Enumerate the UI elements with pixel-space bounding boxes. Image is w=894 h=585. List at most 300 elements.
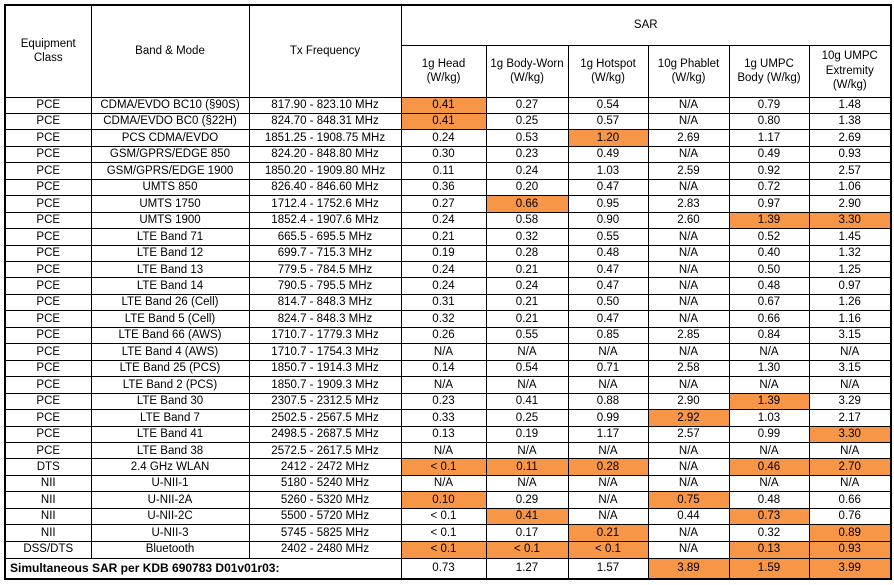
sar-10g-phablet-cell: 2.58 xyxy=(648,360,729,376)
sar-1g-umpc-body-cell: 0.52 xyxy=(729,229,809,245)
tx-frequency-cell: 824.7 - 848.3 MHz xyxy=(249,311,401,327)
equipment-class-cell: DSS/DTS xyxy=(5,541,91,558)
sar-1g-body-worn-cell: 0.58 xyxy=(486,212,568,228)
tx-frequency-cell: 2402 - 2480 MHz xyxy=(249,541,401,558)
band-mode-cell: LTE Band 7 xyxy=(91,410,249,426)
band-mode-cell: LTE Band 25 (PCS) xyxy=(91,360,249,376)
table-row xyxy=(5,294,891,310)
table-row xyxy=(5,508,891,524)
tx-frequency-cell: 1710.7 - 1754.3 MHz xyxy=(249,344,401,360)
equipment-class-cell: PCE xyxy=(5,163,91,179)
equipment-class-cell: NII xyxy=(5,475,91,491)
sar-1g-hotspot-cell: 0.47 xyxy=(568,278,648,294)
band-mode-cell: LTE Band 71 xyxy=(91,229,249,245)
equipment-class-cell: NII xyxy=(5,508,91,524)
equipment-class-cell: PCE xyxy=(5,245,91,261)
sar-1g-umpc-body-cell: 0.40 xyxy=(729,245,809,261)
footer-value-cell: 1.59 xyxy=(729,558,809,579)
table-row xyxy=(5,327,891,343)
band-mode-cell: LTE Band 66 (AWS) xyxy=(91,327,249,343)
sar-10g-umpc-extremity-cell: 0.66 xyxy=(809,492,891,508)
tx-frequency-cell: 5500 - 5720 MHz xyxy=(249,508,401,524)
band-mode-cell: LTE Band 41 xyxy=(91,426,249,442)
sar-10g-phablet-cell: 2.57 xyxy=(648,426,729,442)
band-mode-cell: GSM/GPRS/EDGE 1900 xyxy=(91,163,249,179)
sar-1g-body-worn-cell: 0.41 xyxy=(486,508,568,524)
tx-frequency-cell: 826.40 - 846.60 MHz xyxy=(249,179,401,195)
equipment-class-cell: DTS xyxy=(5,459,91,475)
sar-1g-head-cell: 0.19 xyxy=(401,245,486,261)
sar-1g-hotspot-cell: 1.03 xyxy=(568,163,648,179)
sar-1g-head-cell: 0.11 xyxy=(401,163,486,179)
sar-10g-phablet-cell: 2.90 xyxy=(648,393,729,409)
equipment-class-cell: PCE xyxy=(5,311,91,327)
sar-10g-phablet-cell: N/A xyxy=(648,229,729,245)
tx-frequency-cell: 1710.7 - 1779.3 MHz xyxy=(249,327,401,343)
sar-summary-table xyxy=(4,4,892,580)
sar-1g-umpc-body-cell: 0.73 xyxy=(729,508,809,524)
sar-10g-phablet-cell: N/A xyxy=(648,525,729,541)
sar-1g-umpc-body-cell: N/A xyxy=(729,377,809,393)
table-row xyxy=(5,179,891,195)
sar-1g-head-cell: 0.31 xyxy=(401,294,486,310)
equipment-class-cell: PCE xyxy=(5,393,91,409)
sar-10g-umpc-extremity-cell: 0.93 xyxy=(809,541,891,558)
sar-1g-hotspot-cell: 0.47 xyxy=(568,262,648,278)
equipment-class-cell: PCE xyxy=(5,229,91,245)
sar-1g-body-worn-cell: 0.19 xyxy=(486,426,568,442)
sar-1g-umpc-body-cell: 0.13 xyxy=(729,541,809,558)
sar-1g-body-worn-cell: 0.17 xyxy=(486,525,568,541)
sar-1g-umpc-body-cell: 1.17 xyxy=(729,130,809,146)
tx-frequency-cell: 1852.4 - 1907.6 MHz xyxy=(249,212,401,228)
sar-1g-body-worn-cell: 0.55 xyxy=(486,327,568,343)
sar-1g-hotspot-cell: 1.20 xyxy=(568,130,648,146)
sar-table-body xyxy=(5,97,891,558)
col-header-1g-hotspot: 1g Hotspot (W/kg) xyxy=(568,45,648,97)
sar-1g-umpc-body-cell: 0.46 xyxy=(729,459,809,475)
sar-10g-umpc-extremity-cell: 1.26 xyxy=(809,294,891,310)
sar-1g-hotspot-cell: 0.54 xyxy=(568,97,648,113)
band-mode-cell: U-NII-3 xyxy=(91,525,249,541)
sar-1g-body-worn-cell: N/A xyxy=(486,443,568,459)
sar-10g-umpc-extremity-cell: N/A xyxy=(809,443,891,459)
sar-1g-body-worn-cell: 0.21 xyxy=(486,294,568,310)
band-mode-cell: LTE Band 12 xyxy=(91,245,249,261)
equipment-class-cell: NII xyxy=(5,525,91,541)
sar-1g-head-cell: 0.24 xyxy=(401,212,486,228)
sar-1g-hotspot-cell: 0.47 xyxy=(568,311,648,327)
sar-1g-hotspot-cell: N/A xyxy=(568,344,648,360)
table-row xyxy=(5,344,891,360)
sar-10g-phablet-cell: 0.75 xyxy=(648,492,729,508)
tx-frequency-cell: 5180 - 5240 MHz xyxy=(249,475,401,491)
sar-1g-umpc-body-cell: 0.80 xyxy=(729,113,809,129)
sar-1g-head-cell: N/A xyxy=(401,344,486,360)
sar-10g-umpc-extremity-cell: 2.70 xyxy=(809,459,891,475)
band-mode-cell: 2.4 GHz WLAN xyxy=(91,459,249,475)
sar-10g-phablet-cell: N/A xyxy=(648,113,729,129)
table-row xyxy=(5,113,891,129)
sar-1g-hotspot-cell: 0.55 xyxy=(568,229,648,245)
sar-10g-phablet-cell: 2.60 xyxy=(648,212,729,228)
sar-1g-umpc-body-cell: 0.32 xyxy=(729,525,809,541)
band-mode-cell: U-NII-2A xyxy=(91,492,249,508)
tx-frequency-cell: 817.90 - 823.10 MHz xyxy=(249,97,401,113)
equipment-class-cell: PCE xyxy=(5,130,91,146)
col-group-header-sar: SAR xyxy=(401,5,891,45)
table-row xyxy=(5,492,891,508)
sar-10g-umpc-extremity-cell: 2.69 xyxy=(809,130,891,146)
sar-1g-hotspot-cell: 0.95 xyxy=(568,196,648,212)
sar-1g-body-worn-cell: 0.27 xyxy=(486,97,568,113)
sar-1g-umpc-body-cell: 0.79 xyxy=(729,97,809,113)
sar-1g-head-cell: 0.10 xyxy=(401,492,486,508)
table-row xyxy=(5,278,891,294)
sar-1g-head-cell: 0.41 xyxy=(401,97,486,113)
col-header-band-mode: Band & Mode xyxy=(91,5,249,97)
sar-10g-phablet-cell: N/A xyxy=(648,245,729,261)
sar-1g-hotspot-cell: 0.47 xyxy=(568,179,648,195)
sar-1g-umpc-body-cell: 0.97 xyxy=(729,196,809,212)
sar-1g-body-worn-cell: 0.41 xyxy=(486,393,568,409)
sar-1g-hotspot-cell: 0.21 xyxy=(568,525,648,541)
sar-1g-umpc-body-cell: N/A xyxy=(729,344,809,360)
sar-10g-umpc-extremity-cell: 0.93 xyxy=(809,146,891,162)
sar-1g-body-worn-cell: 0.54 xyxy=(486,360,568,376)
sar-1g-body-worn-cell: 0.20 xyxy=(486,179,568,195)
sar-1g-body-worn-cell: 0.28 xyxy=(486,245,568,261)
band-mode-cell: LTE Band 4 (AWS) xyxy=(91,344,249,360)
equipment-class-cell: PCE xyxy=(5,179,91,195)
band-mode-cell: LTE Band 38 xyxy=(91,443,249,459)
equipment-class-cell: PCE xyxy=(5,196,91,212)
table-row xyxy=(5,360,891,376)
tx-frequency-cell: 814.7 - 848.3 MHz xyxy=(249,294,401,310)
col-header-10g-phablet: 10g Phablet (W/kg) xyxy=(648,45,729,97)
band-mode-cell: UMTS 1900 xyxy=(91,212,249,228)
tx-frequency-cell: 1851.25 - 1908.75 MHz xyxy=(249,130,401,146)
sar-10g-umpc-extremity-cell: N/A xyxy=(809,377,891,393)
tx-frequency-cell: 790.5 - 795.5 MHz xyxy=(249,278,401,294)
table-row xyxy=(5,426,891,442)
equipment-class-cell: PCE xyxy=(5,294,91,310)
sar-1g-hotspot-cell: 1.17 xyxy=(568,426,648,442)
sar-1g-umpc-body-cell: 1.03 xyxy=(729,410,809,426)
sar-1g-umpc-body-cell: 0.48 xyxy=(729,278,809,294)
sar-10g-umpc-extremity-cell: 3.29 xyxy=(809,393,891,409)
sar-1g-body-worn-cell: < 0.1 xyxy=(486,541,568,558)
table-row xyxy=(5,97,891,113)
equipment-class-cell: PCE xyxy=(5,377,91,393)
footer-value-cell: 3.99 xyxy=(809,558,891,579)
tx-frequency-cell: 1850.20 - 1909.80 MHz xyxy=(249,163,401,179)
table-row xyxy=(5,443,891,459)
table-row xyxy=(5,262,891,278)
sar-1g-hotspot-cell: N/A xyxy=(568,443,648,459)
sar-1g-head-cell: < 0.1 xyxy=(401,525,486,541)
tx-frequency-cell: 5745 - 5825 MHz xyxy=(249,525,401,541)
sar-1g-umpc-body-cell: 0.67 xyxy=(729,294,809,310)
table-row xyxy=(5,196,891,212)
sar-1g-head-cell: 0.24 xyxy=(401,130,486,146)
sar-10g-phablet-cell: N/A xyxy=(648,344,729,360)
band-mode-cell: LTE Band 2 (PCS) xyxy=(91,377,249,393)
tx-frequency-cell: 824.20 - 848.80 MHz xyxy=(249,146,401,162)
sar-1g-body-worn-cell: 0.66 xyxy=(486,196,568,212)
tx-frequency-cell: 2412 - 2472 MHz xyxy=(249,459,401,475)
table-row xyxy=(5,541,891,558)
col-header-1g-umpc-body: 1g UMPC Body (W/kg) xyxy=(729,45,809,97)
footer-value-cell: 0.73 xyxy=(401,558,486,579)
sar-1g-hotspot-cell: N/A xyxy=(568,377,648,393)
sar-10g-phablet-cell: N/A xyxy=(648,443,729,459)
sar-10g-phablet-cell: N/A xyxy=(648,459,729,475)
equipment-class-cell: PCE xyxy=(5,97,91,113)
sar-1g-hotspot-cell: 0.71 xyxy=(568,360,648,376)
table-row xyxy=(5,163,891,179)
band-mode-cell: UMTS 1750 xyxy=(91,196,249,212)
sar-10g-umpc-extremity-cell: 1.38 xyxy=(809,113,891,129)
sar-10g-phablet-cell: N/A xyxy=(648,278,729,294)
sar-10g-umpc-extremity-cell: 0.97 xyxy=(809,278,891,294)
sar-10g-umpc-extremity-cell: 3.30 xyxy=(809,212,891,228)
sar-1g-umpc-body-cell: 0.99 xyxy=(729,426,809,442)
header-group-row xyxy=(5,5,891,45)
sar-1g-umpc-body-cell: 1.39 xyxy=(729,393,809,409)
table-row xyxy=(5,410,891,426)
sar-1g-head-cell: < 0.1 xyxy=(401,541,486,558)
sar-1g-body-worn-cell: 0.53 xyxy=(486,130,568,146)
sar-10g-phablet-cell: N/A xyxy=(648,146,729,162)
sar-1g-hotspot-cell: 0.49 xyxy=(568,146,648,162)
sar-10g-umpc-extremity-cell: 2.90 xyxy=(809,196,891,212)
sar-1g-body-worn-cell: 0.24 xyxy=(486,278,568,294)
sar-1g-umpc-body-cell: N/A xyxy=(729,475,809,491)
equipment-class-cell: PCE xyxy=(5,443,91,459)
equipment-class-cell: PCE xyxy=(5,327,91,343)
tx-frequency-cell: 2502.5 - 2567.5 MHz xyxy=(249,410,401,426)
sar-10g-phablet-cell: N/A xyxy=(648,179,729,195)
sar-1g-hotspot-cell: < 0.1 xyxy=(568,541,648,558)
sar-1g-body-worn-cell: N/A xyxy=(486,377,568,393)
sar-10g-phablet-cell: N/A xyxy=(648,311,729,327)
tx-frequency-cell: 1850.7 - 1914.3 MHz xyxy=(249,360,401,376)
sar-1g-hotspot-cell: 0.99 xyxy=(568,410,648,426)
sar-1g-umpc-body-cell: 0.49 xyxy=(729,146,809,162)
band-mode-cell: LTE Band 5 (Cell) xyxy=(91,311,249,327)
equipment-class-cell: PCE xyxy=(5,113,91,129)
sar-10g-umpc-extremity-cell: 1.25 xyxy=(809,262,891,278)
band-mode-cell: GSM/GPRS/EDGE 850 xyxy=(91,146,249,162)
tx-frequency-cell: 779.5 - 784.5 MHz xyxy=(249,262,401,278)
table-footer xyxy=(5,558,891,579)
sar-1g-body-worn-cell: N/A xyxy=(486,344,568,360)
tx-frequency-cell: 824.70 - 848.31 MHz xyxy=(249,113,401,129)
footer-value-cell: 1.57 xyxy=(568,558,648,579)
simultaneous-sar-row xyxy=(5,558,891,579)
tx-frequency-cell: 2307.5 - 2312.5 MHz xyxy=(249,393,401,409)
col-header-1g-body-worn: 1g Body-Worn (W/kg) xyxy=(486,45,568,97)
sar-1g-body-worn-cell: 0.25 xyxy=(486,113,568,129)
sar-10g-umpc-extremity-cell: 3.15 xyxy=(809,360,891,376)
table-row xyxy=(5,525,891,541)
table-row xyxy=(5,393,891,409)
table-row xyxy=(5,377,891,393)
equipment-class-cell: PCE xyxy=(5,212,91,228)
sar-10g-phablet-cell: 2.83 xyxy=(648,196,729,212)
equipment-class-cell: PCE xyxy=(5,360,91,376)
tx-frequency-cell: 665.5 - 695.5 MHz xyxy=(249,229,401,245)
sar-1g-hotspot-cell: 0.85 xyxy=(568,327,648,343)
tx-frequency-cell: 1712.4 - 1752.6 MHz xyxy=(249,196,401,212)
sar-1g-head-cell: 0.41 xyxy=(401,113,486,129)
sar-1g-head-cell: 0.30 xyxy=(401,146,486,162)
sar-1g-head-cell: 0.24 xyxy=(401,262,486,278)
equipment-class-cell: PCE xyxy=(5,344,91,360)
table-row xyxy=(5,245,891,261)
sar-1g-hotspot-cell: N/A xyxy=(568,475,648,491)
sar-10g-phablet-cell: 2.59 xyxy=(648,163,729,179)
sar-10g-umpc-extremity-cell: 0.89 xyxy=(809,525,891,541)
sar-10g-umpc-extremity-cell: 2.57 xyxy=(809,163,891,179)
band-mode-cell: LTE Band 30 xyxy=(91,393,249,409)
sar-1g-head-cell: 0.26 xyxy=(401,327,486,343)
sar-10g-umpc-extremity-cell: 0.76 xyxy=(809,508,891,524)
sar-1g-head-cell: 0.14 xyxy=(401,360,486,376)
sar-1g-umpc-body-cell: N/A xyxy=(729,443,809,459)
table-row xyxy=(5,475,891,491)
sar-1g-umpc-body-cell: 0.72 xyxy=(729,179,809,195)
sar-1g-head-cell: 0.36 xyxy=(401,179,486,195)
equipment-class-cell: PCE xyxy=(5,146,91,162)
sar-1g-head-cell: 0.32 xyxy=(401,311,486,327)
equipment-class-cell: PCE xyxy=(5,278,91,294)
sar-1g-hotspot-cell: 0.50 xyxy=(568,294,648,310)
sar-10g-phablet-cell: N/A xyxy=(648,475,729,491)
tx-frequency-cell: 2572.5 - 2617.5 MHz xyxy=(249,443,401,459)
sar-1g-head-cell: 0.27 xyxy=(401,196,486,212)
sar-1g-body-worn-cell: 0.23 xyxy=(486,146,568,162)
tx-frequency-cell: 5260 - 5320 MHz xyxy=(249,492,401,508)
band-mode-cell: PCS CDMA/EVDO xyxy=(91,130,249,146)
sar-1g-body-worn-cell: 0.29 xyxy=(486,492,568,508)
band-mode-cell: U-NII-2C xyxy=(91,508,249,524)
sar-10g-umpc-extremity-cell: 3.15 xyxy=(809,327,891,343)
equipment-class-cell: NII xyxy=(5,492,91,508)
table-row xyxy=(5,229,891,245)
table-header xyxy=(5,5,891,97)
sar-1g-hotspot-cell: 0.90 xyxy=(568,212,648,228)
band-mode-cell: LTE Band 13 xyxy=(91,262,249,278)
table-row xyxy=(5,130,891,146)
sar-10g-phablet-cell: 2.92 xyxy=(648,410,729,426)
band-mode-cell: LTE Band 26 (Cell) xyxy=(91,294,249,310)
table-row xyxy=(5,311,891,327)
sar-1g-head-cell: N/A xyxy=(401,443,486,459)
sar-1g-head-cell: N/A xyxy=(401,475,486,491)
col-header-equipment-class: Equipment Class xyxy=(5,5,91,97)
sar-1g-body-worn-cell: N/A xyxy=(486,475,568,491)
sar-10g-phablet-cell: 2.69 xyxy=(648,130,729,146)
sar-1g-hotspot-cell: 0.48 xyxy=(568,245,648,261)
sar-1g-umpc-body-cell: 0.48 xyxy=(729,492,809,508)
band-mode-cell: CDMA/EVDO BC10 (§90S) xyxy=(91,97,249,113)
footer-value-cell: 1.27 xyxy=(486,558,568,579)
sar-1g-head-cell: 0.24 xyxy=(401,278,486,294)
sar-10g-umpc-extremity-cell: 1.48 xyxy=(809,97,891,113)
sar-10g-phablet-cell: N/A xyxy=(648,377,729,393)
sar-1g-body-worn-cell: 0.24 xyxy=(486,163,568,179)
tx-frequency-cell: 1850.7 - 1909.3 MHz xyxy=(249,377,401,393)
footer-value-cell: 3.89 xyxy=(648,558,729,579)
band-mode-cell: Bluetooth xyxy=(91,541,249,558)
table-row xyxy=(5,459,891,475)
sar-1g-head-cell: 0.13 xyxy=(401,426,486,442)
sar-1g-body-worn-cell: 0.11 xyxy=(486,459,568,475)
sar-1g-hotspot-cell: N/A xyxy=(568,492,648,508)
sar-1g-umpc-body-cell: 0.84 xyxy=(729,327,809,343)
sar-10g-umpc-extremity-cell: 1.32 xyxy=(809,245,891,261)
sar-10g-umpc-extremity-cell: N/A xyxy=(809,344,891,360)
sar-1g-head-cell: < 0.1 xyxy=(401,459,486,475)
sar-1g-head-cell: 0.23 xyxy=(401,393,486,409)
sar-10g-phablet-cell: N/A xyxy=(648,294,729,310)
table-row xyxy=(5,146,891,162)
sar-1g-head-cell: N/A xyxy=(401,377,486,393)
sar-10g-phablet-cell: 2.85 xyxy=(648,327,729,343)
sar-10g-umpc-extremity-cell: 2.17 xyxy=(809,410,891,426)
sar-10g-umpc-extremity-cell: 1.45 xyxy=(809,229,891,245)
sar-10g-umpc-extremity-cell: N/A xyxy=(809,475,891,491)
sar-1g-hotspot-cell: 0.28 xyxy=(568,459,648,475)
sar-1g-body-worn-cell: 0.25 xyxy=(486,410,568,426)
equipment-class-cell: PCE xyxy=(5,426,91,442)
sar-1g-head-cell: 0.33 xyxy=(401,410,486,426)
sar-10g-umpc-extremity-cell: 3.30 xyxy=(809,426,891,442)
sar-10g-umpc-extremity-cell: 1.06 xyxy=(809,179,891,195)
table-row xyxy=(5,212,891,228)
equipment-class-cell: PCE xyxy=(5,410,91,426)
band-mode-cell: LTE Band 14 xyxy=(91,278,249,294)
band-mode-cell: U-NII-1 xyxy=(91,475,249,491)
band-mode-cell: UMTS 850 xyxy=(91,179,249,195)
sar-10g-phablet-cell: 0.44 xyxy=(648,508,729,524)
sar-10g-umpc-extremity-cell: 1.16 xyxy=(809,311,891,327)
sar-1g-hotspot-cell: N/A xyxy=(568,508,648,524)
sar-1g-head-cell: 0.21 xyxy=(401,229,486,245)
sar-1g-body-worn-cell: 0.21 xyxy=(486,311,568,327)
sar-1g-hotspot-cell: 0.88 xyxy=(568,393,648,409)
col-header-10g-umpc-extremity: 10g UMPC Extremity (W/kg) xyxy=(809,45,891,97)
band-mode-cell: CDMA/EVDO BC0 (§22H) xyxy=(91,113,249,129)
tx-frequency-cell: 2498.5 - 2687.5 MHz xyxy=(249,426,401,442)
sar-1g-head-cell: < 0.1 xyxy=(401,508,486,524)
sar-1g-umpc-body-cell: 0.66 xyxy=(729,311,809,327)
sar-1g-body-worn-cell: 0.21 xyxy=(486,262,568,278)
sar-1g-umpc-body-cell: 0.92 xyxy=(729,163,809,179)
col-header-1g-head: 1g Head (W/kg) xyxy=(401,45,486,97)
sar-1g-umpc-body-cell: 0.50 xyxy=(729,262,809,278)
simultaneous-sar-label: Simultaneous SAR per KDB 690783 D01v01r03: xyxy=(5,558,401,579)
col-header-tx-frequency: Tx Frequency xyxy=(249,5,401,97)
sar-10g-phablet-cell: N/A xyxy=(648,97,729,113)
sar-10g-phablet-cell: N/A xyxy=(648,541,729,558)
sar-1g-body-worn-cell: 0.32 xyxy=(486,229,568,245)
sar-10g-phablet-cell: N/A xyxy=(648,262,729,278)
sar-1g-umpc-body-cell: 1.30 xyxy=(729,360,809,376)
tx-frequency-cell: 699.7 - 715.3 MHz xyxy=(249,245,401,261)
